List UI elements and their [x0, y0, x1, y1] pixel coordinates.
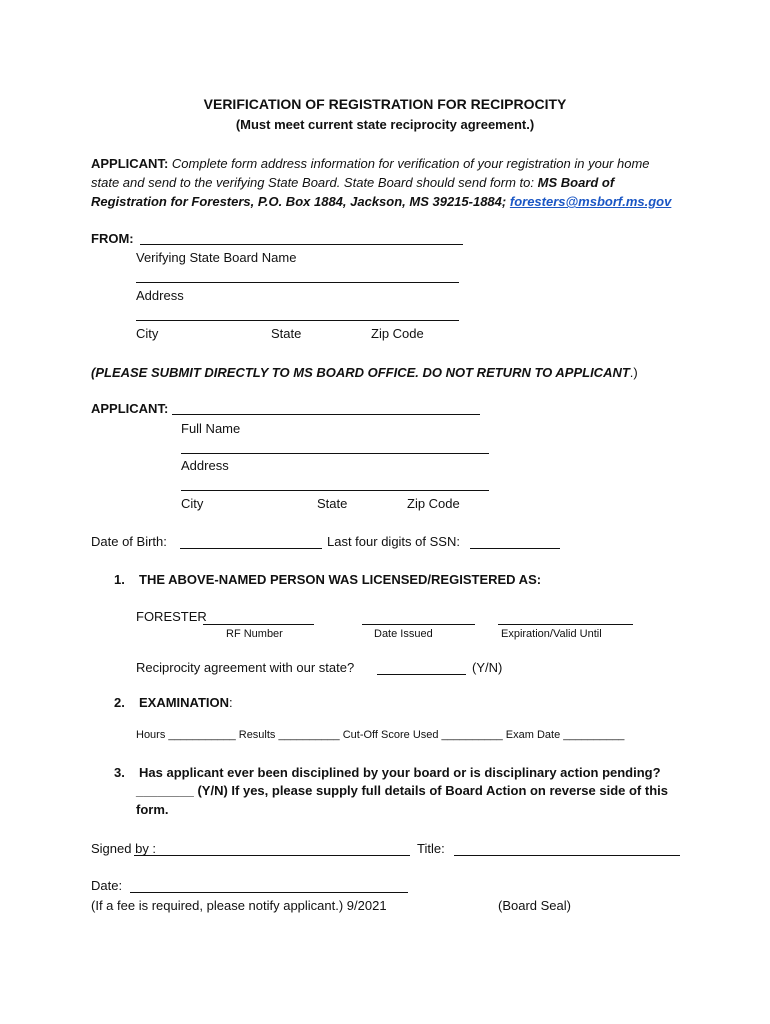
applicant-city-line[interactable]: [181, 490, 489, 491]
examination-details[interactable]: Hours ___________ Results __________ Cut-Off Score Used __________ Exam Date __________: [136, 729, 625, 741]
forester-label: FORESTER: [136, 609, 207, 624]
discipline-yn-field[interactable]: ________: [136, 783, 194, 798]
from-address-line[interactable]: [136, 282, 459, 283]
date-issued-field[interactable]: [362, 624, 475, 625]
board-seal-label: (Board Seal): [498, 898, 571, 913]
board-name-label: Verifying State Board Name: [136, 250, 297, 265]
item3-followup: (Y/N) If yes, please supply full details of Board Action on reverse side of this: [197, 783, 668, 798]
date-issued-label: Date Issued: [374, 628, 433, 640]
item2-number: 2.: [114, 695, 125, 710]
item1-number: 1.: [114, 572, 125, 587]
applicant-state-label: State: [317, 496, 348, 511]
instructions-text: Complete form address information for verification of your registration in your home state and send to the verifying State Board. State Board should send form to:: [91, 156, 650, 190]
instructions-paragraph: [91, 154, 681, 211]
date-label: Date:: [91, 878, 123, 893]
reciprocity-label: Reciprocity agreement with our state?: [136, 660, 355, 675]
page-subtitle: (Must meet current state reciprocity agreement.): [235, 117, 535, 132]
submit-notice-end: .): [629, 365, 638, 380]
ssn-field[interactable]: [470, 548, 560, 549]
submit-notice-text: (PLEASE SUBMIT DIRECTLY TO MS BOARD OFFICE. DO NOT RETURN TO APPLICANT: [91, 365, 630, 380]
page-title: VERIFICATION OF REGISTRATION FOR RECIPROCITY: [203, 96, 567, 112]
expiration-field[interactable]: [498, 624, 633, 625]
dob-field[interactable]: [180, 548, 322, 549]
applicant-name-line[interactable]: [172, 414, 480, 415]
from-state-label: State: [271, 326, 302, 341]
from-board-name-line[interactable]: [140, 244, 463, 245]
rf-number-label: RF Number: [226, 628, 283, 640]
applicant-address-line[interactable]: [181, 453, 489, 454]
board-address: MS Board of Registration for Foresters, P.O. Box 1884, Jackson, MS 39215-1884;: [91, 175, 615, 209]
applicant-city-label: City: [181, 496, 204, 511]
item3-followup-end: form.: [136, 802, 169, 817]
from-city-label: City: [136, 326, 159, 341]
item2-heading-wrap: [139, 695, 233, 710]
title-label: Title:: [417, 841, 445, 856]
item2-heading: EXAMINATION: [139, 695, 230, 710]
signed-by-label: Signed by :: [91, 841, 157, 856]
reciprocity-field[interactable]: [377, 674, 466, 675]
item3-question: Has applicant ever been disciplined by your board or is disciplinary action pending?: [139, 765, 661, 780]
item3-followup-line: [136, 783, 668, 798]
rf-number-field[interactable]: [203, 624, 314, 625]
applicant-address-label: Address: [181, 458, 229, 473]
submit-notice: [91, 364, 638, 382]
from-address-label: Address: [136, 288, 184, 303]
instructions-label: APPLICANT:: [91, 156, 169, 171]
board-email-link[interactable]: foresters@msborf.ms.gov: [509, 194, 672, 209]
applicant-label: APPLICANT:: [91, 401, 169, 416]
fee-note: (If a fee is required, please notify applicant.) 9/2021: [91, 898, 387, 913]
from-city-line[interactable]: [136, 320, 459, 321]
from-label: FROM:: [91, 231, 134, 246]
item2-colon: :: [229, 695, 233, 710]
item1-heading: THE ABOVE-NAMED PERSON WAS LICENSED/REGISTERED AS:: [139, 572, 542, 587]
reciprocity-yn-label: (Y/N): [472, 660, 503, 675]
title-field[interactable]: [454, 855, 680, 856]
item3-number: 3.: [114, 765, 125, 780]
ssn-label: Last four digits of SSN:: [327, 534, 460, 549]
from-zip-label: Zip Code: [371, 326, 424, 341]
dob-label: Date of Birth:: [91, 534, 167, 549]
applicant-zip-label: Zip Code: [407, 496, 460, 511]
expiration-label: Expiration/Valid Until: [501, 628, 602, 640]
signed-by-field[interactable]: [134, 855, 410, 856]
date-field[interactable]: [130, 892, 408, 893]
full-name-label: Full Name: [181, 421, 241, 436]
